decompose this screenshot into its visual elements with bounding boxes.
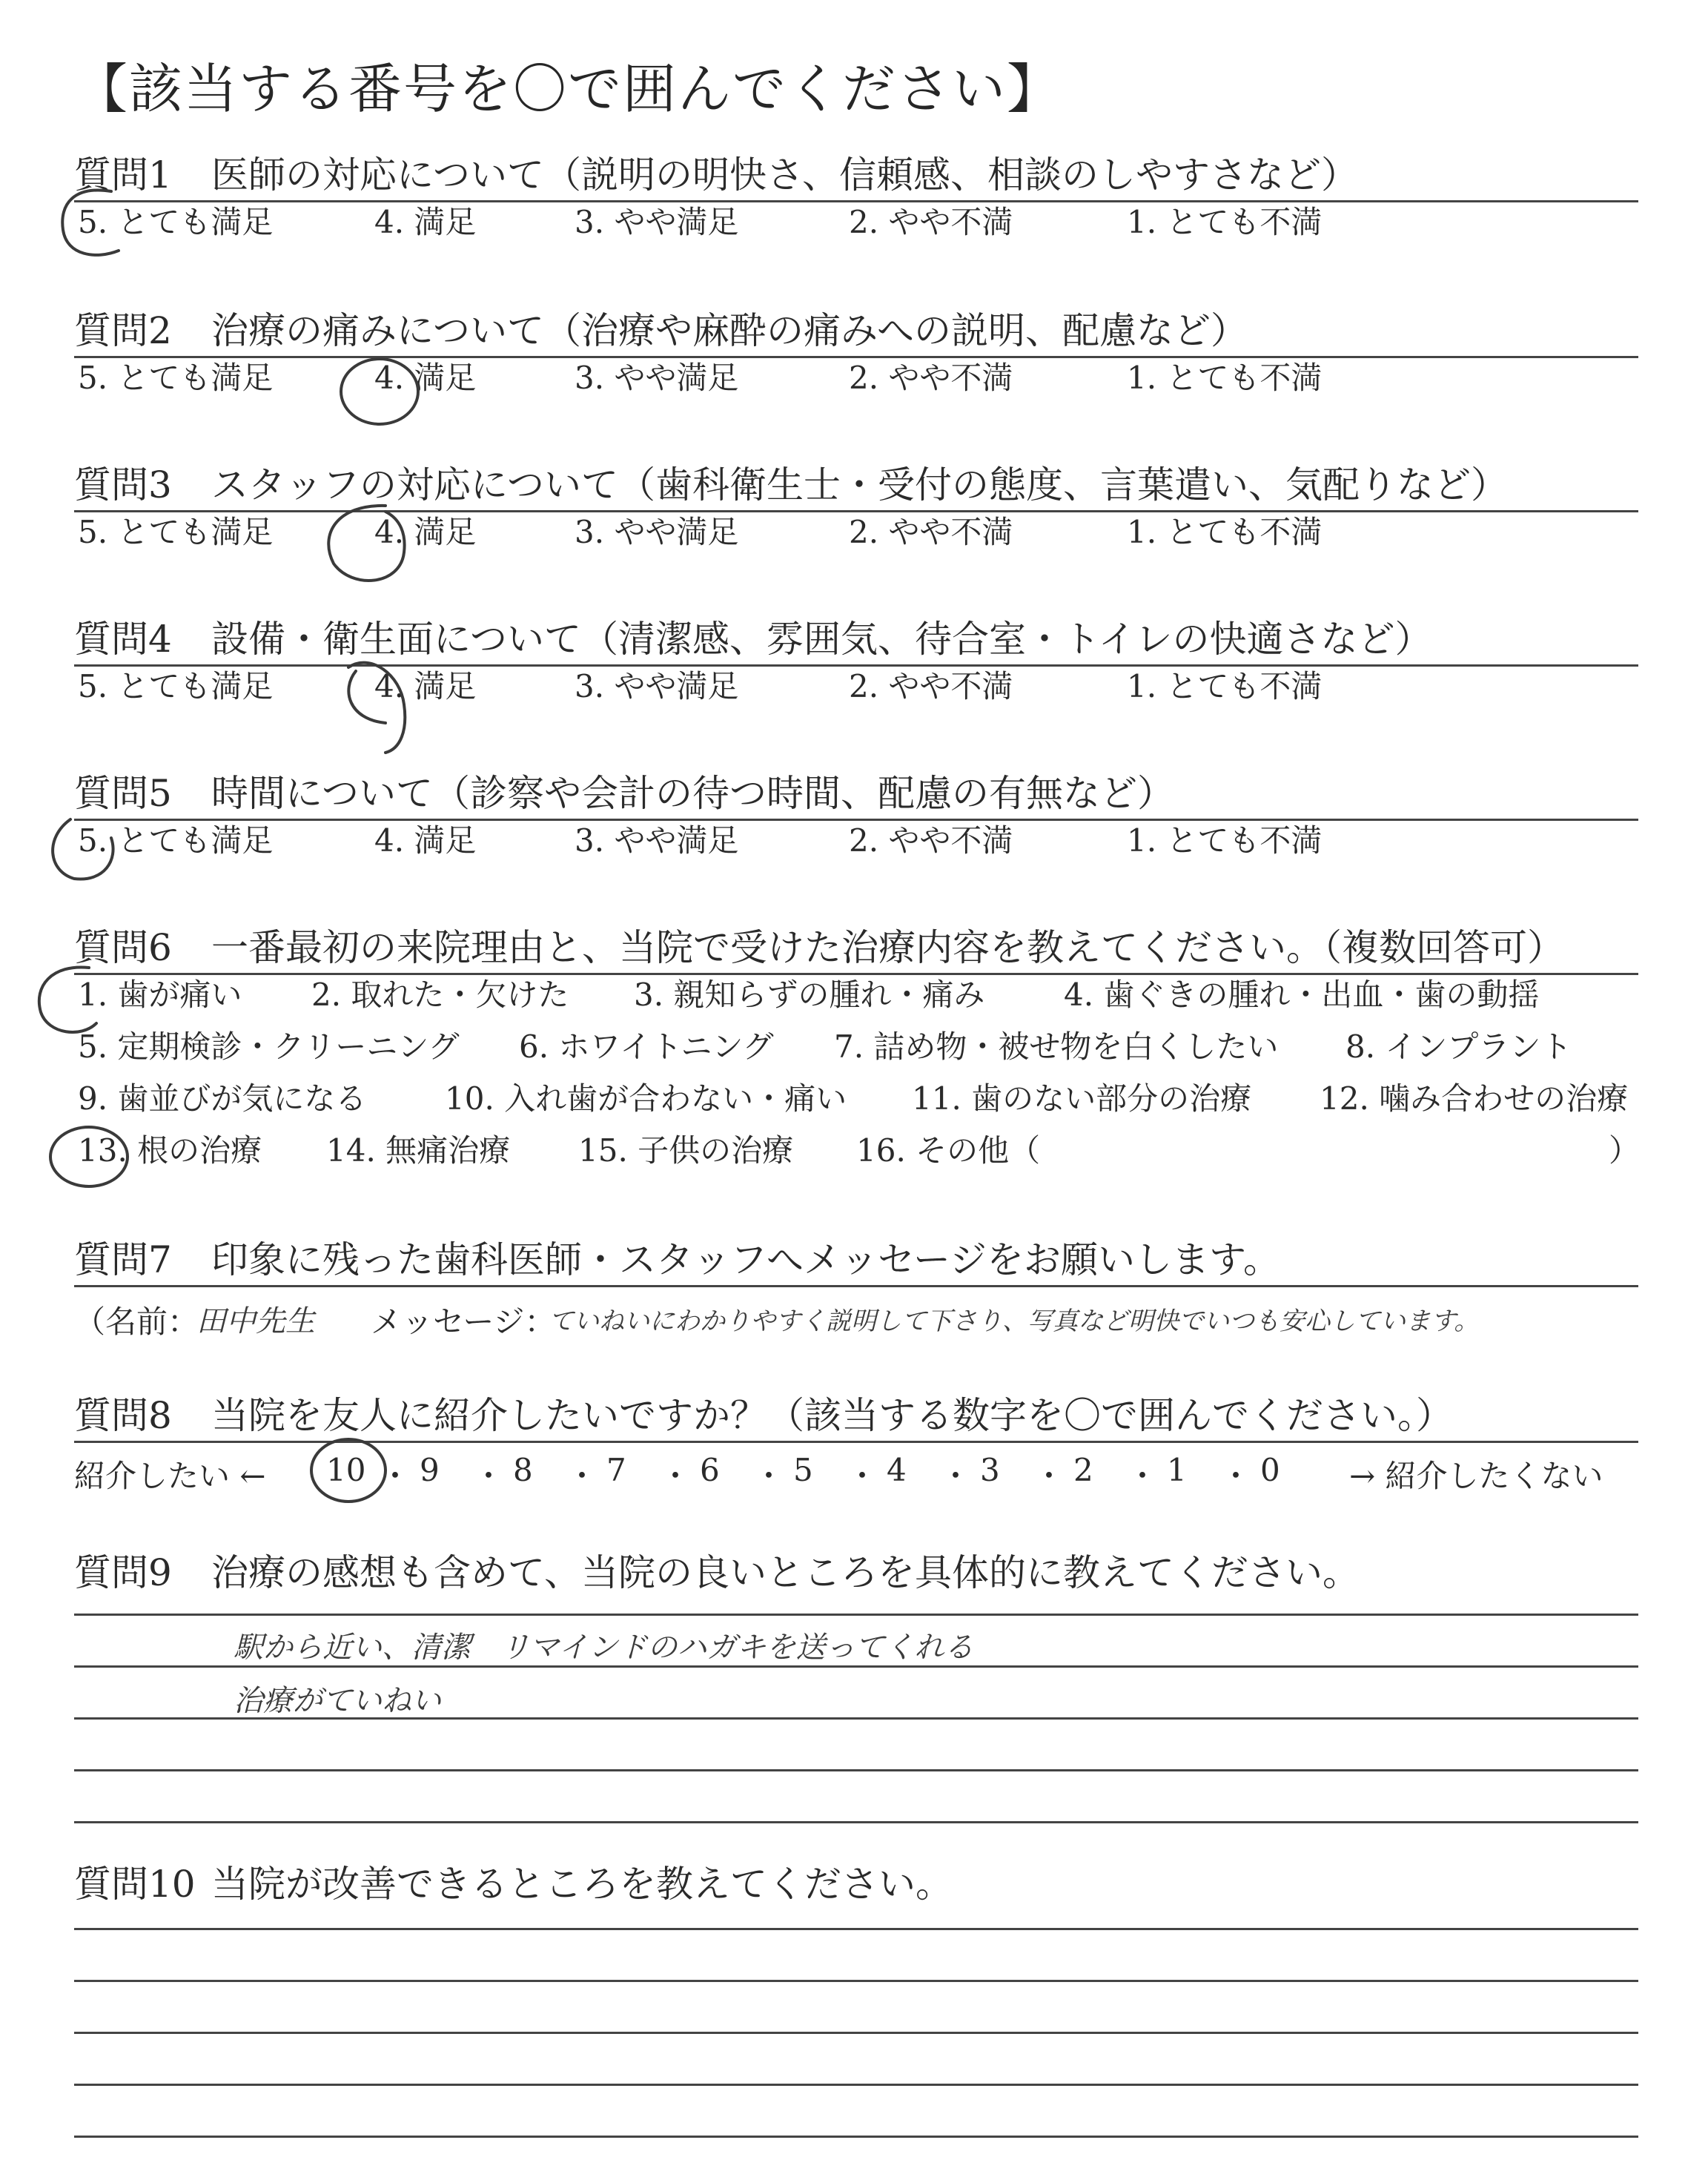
scale-value-10[interactable]: 10 <box>326 1452 366 1488</box>
answer-text[interactable]: 駅から近い、清潔 リマインドのハガキを送ってくれる <box>234 1631 974 1665</box>
option-2[interactable]: 2. やや不満 <box>849 360 1013 396</box>
other-close-paren: ） <box>1609 1132 1641 1169</box>
divider <box>74 973 1638 975</box>
divider <box>74 200 1638 202</box>
question-9 <box>74 1550 1638 1596</box>
answer-line <box>74 2032 1638 2034</box>
name-value[interactable]: 田中先生 <box>196 1304 315 1338</box>
option-1[interactable]: 1. とても不満 <box>1127 822 1323 859</box>
option-5[interactable]: 5. とても満足 <box>78 360 274 396</box>
answer-line <box>74 2136 1638 2138</box>
option-3[interactable]: 3. やや満足 <box>575 360 739 396</box>
scale-separator: ・ <box>1033 1458 1065 1494</box>
question-text: 当院を友人に紹介したいですか？（該当する数字を〇で囲んでください。） <box>211 1394 1453 1437</box>
question-8 <box>74 1393 1638 1439</box>
scale-value-9[interactable]: 9 <box>420 1452 440 1488</box>
rating-options <box>74 816 1638 861</box>
answer-line <box>74 1928 1638 1930</box>
option-2[interactable]: 2. やや不満 <box>849 668 1013 704</box>
divider <box>74 356 1638 358</box>
page-title: 【該当する番号を〇で囲んでください】 <box>74 58 1062 120</box>
scale-value-6[interactable]: 6 <box>700 1452 720 1488</box>
option[interactable]: 4. 歯ぐきの腫れ・出血・歯の動揺 <box>1064 977 1540 1013</box>
answer-line <box>74 1769 1638 1771</box>
rating-options <box>74 354 1638 398</box>
scale-value-4[interactable]: 4 <box>887 1452 907 1488</box>
scale-separator: ・ <box>753 1458 785 1494</box>
question-number: 質問6 <box>74 926 172 969</box>
option-1[interactable]: 1. とても不満 <box>1127 514 1323 550</box>
treatment-options-row-3 <box>74 1074 1638 1126</box>
option-1[interactable]: 1. とても不満 <box>1127 204 1323 240</box>
answer-line <box>74 1614 1638 1616</box>
option[interactable]: 14. 無痛治療 <box>326 1132 511 1169</box>
name-label: （名前： <box>74 1304 199 1340</box>
question-text: 医師の対応について（説明の明快さ、信頼感、相談のしやすさなど） <box>211 153 1358 196</box>
option[interactable]: 9. 歯並びが気になる <box>78 1080 367 1117</box>
recommend-scale <box>74 1452 1638 1504</box>
option-other[interactable]: 16. その他（ <box>856 1132 1041 1169</box>
answer-text[interactable]: 治療がていねい <box>234 1684 441 1718</box>
option[interactable]: 8. インプラント <box>1345 1028 1572 1065</box>
question-4 <box>74 616 1638 707</box>
scale-value-2[interactable]: 2 <box>1073 1452 1093 1488</box>
answer-line <box>74 1821 1638 1823</box>
message-label: メッセージ： <box>371 1304 556 1340</box>
question-2 <box>74 308 1638 398</box>
scale-value-1[interactable]: 1 <box>1167 1452 1187 1488</box>
option-3[interactable]: 3. やや満足 <box>575 514 739 550</box>
option-2[interactable]: 2. やや不満 <box>849 822 1013 859</box>
option-4[interactable]: 4. 満足 <box>374 822 477 859</box>
scale-separator: ・ <box>473 1458 505 1494</box>
question-text: 設備・衛生面について（清潔感、雰囲気、待合室・トイレの快適さなど） <box>211 618 1432 661</box>
answer-line <box>74 2084 1638 2086</box>
option-4[interactable]: 4. 満足 <box>374 204 477 240</box>
question-number: 質問4 <box>74 618 172 661</box>
option[interactable]: 10. 入れ歯が合わない・痛い <box>445 1080 847 1117</box>
scale-separator: ・ <box>660 1458 692 1494</box>
scale-value-8[interactable]: 8 <box>513 1452 533 1488</box>
option[interactable]: 1. 歯が痛い <box>78 977 242 1013</box>
option[interactable]: 15. 子供の治療 <box>578 1132 794 1169</box>
question-number: 質問7 <box>74 1238 172 1281</box>
divider <box>74 1285 1638 1287</box>
option-5[interactable]: 5. とても満足 <box>78 822 274 859</box>
treatment-options-row-2 <box>74 1023 1638 1074</box>
option[interactable]: 13. 根の治療 <box>78 1132 262 1169</box>
question-text: 当院が改善できるところを教えてください。 <box>211 1863 953 1906</box>
question-number: 質問5 <box>74 772 172 815</box>
question-10 <box>74 1861 1638 1907</box>
scale-separator: ・ <box>940 1458 972 1494</box>
option-1[interactable]: 1. とても不満 <box>1127 668 1323 704</box>
option-4[interactable]: 4. 満足 <box>374 514 477 550</box>
option-3[interactable]: 3. やや満足 <box>575 204 739 240</box>
option-2[interactable]: 2. やや不満 <box>849 514 1013 550</box>
question-text: 時間について（診察や会計の待つ時間、配慮の有無など） <box>211 772 1174 815</box>
rating-options <box>74 508 1638 552</box>
option-3[interactable]: 3. やや満足 <box>575 822 739 859</box>
scale-separator: ・ <box>380 1458 411 1494</box>
scale-value-5[interactable]: 5 <box>793 1452 813 1488</box>
option-5[interactable]: 5. とても満足 <box>78 514 274 550</box>
message-value[interactable]: ていねいにわかりやすく説明して下さり、写真など明快でいつも安心しています。 <box>549 1307 1480 1336</box>
option[interactable]: 2. 取れた・欠けた <box>311 977 569 1013</box>
scale-separator: ・ <box>1220 1458 1252 1494</box>
question-1 <box>74 152 1638 242</box>
question-text: 印象に残った歯科医師・スタッフへメッセージをお願いします。 <box>211 1238 1280 1281</box>
question-text: 治療の感想も含めて、当院の良いところを具体的に教えてください。 <box>211 1551 1360 1594</box>
message-row <box>74 1298 1653 1350</box>
divider <box>74 510 1638 512</box>
treatment-options-row-4 <box>74 1126 1641 1178</box>
treatment-options-row-1 <box>74 971 1638 1023</box>
question-number: 質問10 <box>74 1863 196 1906</box>
answer-line <box>74 1980 1638 1982</box>
option-5[interactable]: 5. とても満足 <box>78 204 274 240</box>
option[interactable]: 7. 詰め物・被せ物を白くしたい <box>834 1028 1279 1065</box>
question-text: スタッフの対応について（歯科衛生士・受付の態度、言葉遣い、気配りなど） <box>211 463 1508 506</box>
question-6 <box>74 925 1641 1178</box>
question-number: 質問2 <box>74 309 172 352</box>
option-3[interactable]: 3. やや満足 <box>575 668 739 704</box>
divider <box>74 1441 1638 1443</box>
option[interactable]: 12. 噛み合わせの治療 <box>1320 1080 1629 1117</box>
question-3 <box>74 462 1638 552</box>
question-text: 治療の痛みについて（治療や麻酔の痛みへの説明、配慮など） <box>211 309 1248 352</box>
scale-value-0[interactable]: 0 <box>1260 1452 1280 1488</box>
divider <box>74 819 1638 821</box>
option[interactable]: 6. ホワイトニング <box>519 1028 774 1065</box>
option[interactable]: 11. 歯のない部分の治療 <box>912 1080 1252 1117</box>
scale-separator: ・ <box>1127 1458 1159 1494</box>
rating-options <box>74 662 1638 707</box>
divider <box>74 664 1638 667</box>
option[interactable]: 5. 定期検診・クリーニング <box>78 1028 460 1065</box>
question-text: 一番最初の来院理由と、当院で受けた治療内容を教えてください。（複数回答可） <box>211 926 1564 969</box>
option-2[interactable]: 2. やや不満 <box>849 204 1013 240</box>
scale-value-7[interactable]: 7 <box>606 1452 626 1488</box>
question-number: 質問9 <box>74 1551 172 1594</box>
question-number: 質問8 <box>74 1394 172 1437</box>
option-4[interactable]: 4. 満足 <box>374 360 477 396</box>
scale-separator: ・ <box>566 1458 598 1494</box>
rating-options <box>74 198 1638 242</box>
question-5 <box>74 770 1638 861</box>
option-4[interactable]: 4. 満足 <box>374 668 477 704</box>
scale-left-label: 紹介したい ← <box>74 1458 266 1494</box>
scale-right-label: → 紹介したくない <box>1349 1458 1603 1494</box>
option-5[interactable]: 5. とても満足 <box>78 668 274 704</box>
question-number: 質問3 <box>74 463 172 506</box>
question-7 <box>74 1237 1638 1283</box>
scale-value-3[interactable]: 3 <box>980 1452 1000 1488</box>
option-1[interactable]: 1. とても不満 <box>1127 360 1323 396</box>
scale-separator: ・ <box>847 1458 878 1494</box>
question-number: 質問1 <box>74 153 172 196</box>
option[interactable]: 3. 親知らずの腫れ・痛み <box>634 977 985 1013</box>
